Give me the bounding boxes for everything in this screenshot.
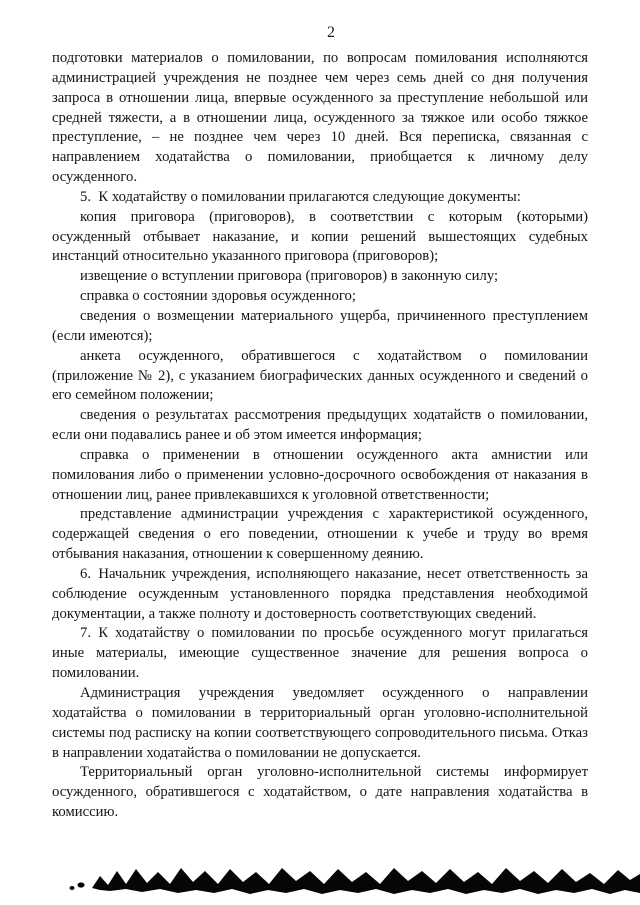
paragraph-doc-notice: извещение о вступлении приговора (приговоров) в законную силу; [80,268,499,285]
paragraph-item-5: 5. К ходатайству о помиловании прилагаются следующие документы: [80,188,521,205]
page-number: 2 [327,24,335,41]
paragraph-doc-previous-petitions: сведения о результатах рассмотрения предыдущих ходатайств о помиловании, если они подавались ранее и об этом имеется информация; [52,407,588,444]
paragraph-item-7: 7. К ходатайству о помиловании по просьбе осужденного могут прилагаться иные материалы, имеющие существенное значение для решения вопроса о помиловании. [52,625,588,682]
paragraph-item-6: 6. Начальник учреждения, исполняющего наказание, несет ответственность за соблюдение осужденным установленного порядка представления необходимой документации, а также полноту и достоверность соответствующих сведений. [52,565,588,622]
paragraph-doc-damages: сведения о возмещении материального ущерба, причиненного преступлением (если имеются); [52,307,588,344]
paragraph-doc-amnesty: справка о применении в отношении осужденного акта амнистии или помилования либо о применении условно-досрочного освобождения от наказания в отношении лиц, ранее привлекавшихся к уголовной ответственности; [52,446,588,503]
paragraph-doc-copy-sentence: копия приговора (приговоров), в соответствии с которым (которыми) осужденный отбывает наказание, и копии решений вышестоящих судебных инстанций относительно указанного приговора (приговоров); [52,208,588,265]
paragraph-doc-characteristics: представление администрации учреждения с характеристикой осужденного, содержащей сведения о его поведении, отношении к учебе и труду во время отбывания наказания, отношении к совершенному деянию. [52,506,588,563]
paragraph-doc-health: справка о состоянии здоровья осужденного; [80,288,356,305]
paragraph-continuation: подготовки материалов о помиловании, по вопросам помилования исполняются администрацией учреждения не позднее чем через семь дней со дня получения запроса в отношении лица, впервые осужденного за преступление небольшой или средней тяжести, а в отношении лица, осужденного за тяжкое или особо тяжкое преступление, – не позднее чем через 10 дней. Вся переписка, связанная с направлением ходатайства о помиловании, приобщается к личному делу осужденного. [52,50,588,186]
paragraph-administration-notify: Администрация учреждения уведомляет осужденного о направлении ходатайства о помиловании в территориальный орган уголовно-исполнительной системы под расписку на копии соответствующего сопроводительного письма. Отказ в направлении ходатайства о помиловании не допускается. [52,685,588,761]
paragraph-doc-questionnaire: анкета осужденного, обратившегося с ходатайством о помиловании (приложение № 2), с указанием биографических данных осужденного и сведений о его семейном положении; [52,347,588,404]
document-body [52,49,588,823]
paragraph-territorial-body: Территориальный орган уголовно-исполнительной системы информирует осужденного, обратившегося с ходатайством, о дате направления ходатайства в комиссию. [52,764,588,821]
